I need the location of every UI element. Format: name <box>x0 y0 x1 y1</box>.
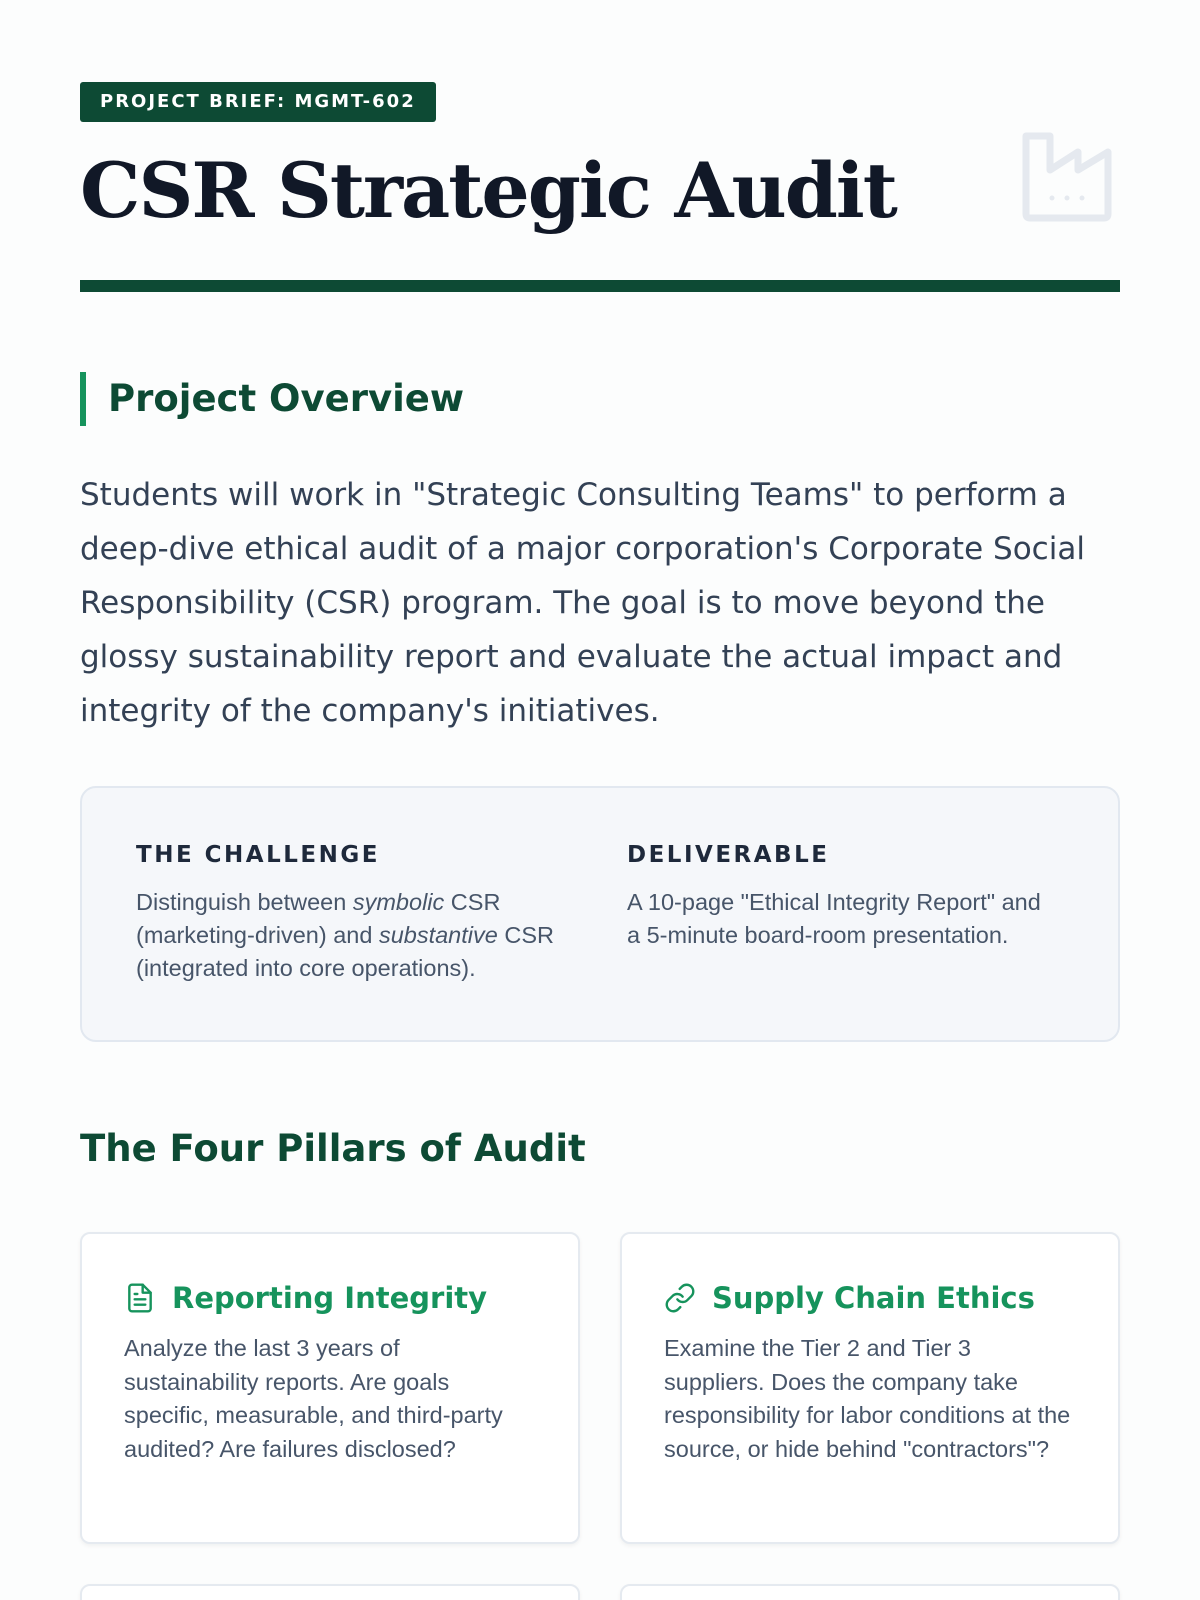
deliverable-text: A 10-page "Ethical Integrity Report" and a 5-minute board-room presentation. <box>627 889 1041 948</box>
challenge-deliverable-box <box>80 786 1120 1042</box>
page-title: CSR Strategic Audit <box>80 146 896 235</box>
overview-text: Students will work in "Strategic Consulting Teams" to perform a deep-dive ethical audit of a major corporation's Corporate Social Responsibility (CSR) program. The goal is to move beyond the glossy sustainability report and evaluate the actual impact and integrity of the company's initiatives. <box>80 477 1085 729</box>
pillar-card-partial <box>620 1584 1120 1600</box>
pillar-card-reporting <box>80 1232 580 1544</box>
pillar-text: Analyze the last 3 years of sustainability reports. Are goals specific, measurable, and third-party audited? Are failures disclosed? <box>124 1335 503 1462</box>
challenge-text: Distinguish between symbolic CSR (marketing-driven) and substantive CSR (integrated into core operations). <box>136 889 554 981</box>
factory-icon <box>1020 130 1114 224</box>
overview-heading: Project Overview <box>80 372 1120 426</box>
pillar-title: Reporting Integrity <box>172 1281 488 1315</box>
symbolic-emphasis: symbolic <box>352 889 445 915</box>
project-brief <box>80 82 1120 1600</box>
deliverable-section <box>627 840 1057 952</box>
project-code-badge: PROJECT BRIEF: MGMT-602 <box>80 82 436 122</box>
pillar-title: Supply Chain Ethics <box>712 1281 1035 1315</box>
link-icon <box>664 1282 696 1314</box>
document-icon <box>124 1282 156 1314</box>
pillars-heading: The Four Pillars of Audit <box>80 1127 586 1170</box>
pillar-text: Examine the Tier 2 and Tier 3 suppliers. Does the company take responsibility for labor conditions at the source, or hide behind "contractors"? <box>664 1335 1071 1462</box>
pillars-grid <box>80 1232 1120 1600</box>
challenge-label: THE CHALLENGE <box>136 842 380 868</box>
pillar-card-supply-chain <box>620 1232 1120 1544</box>
title-divider <box>80 280 1120 292</box>
challenge-section <box>136 840 566 985</box>
deliverable-label: DELIVERABLE <box>627 842 830 868</box>
pillar-card-partial <box>80 1584 580 1600</box>
substantive-emphasis: substantive <box>378 922 498 948</box>
